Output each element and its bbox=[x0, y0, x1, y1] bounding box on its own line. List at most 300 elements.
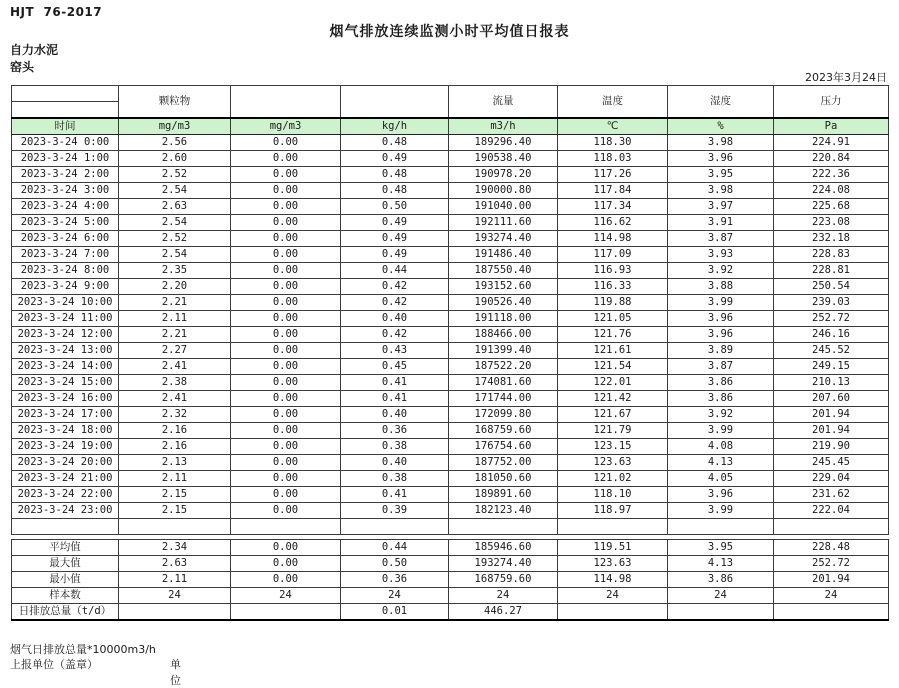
value-cell: 229.04 bbox=[774, 471, 889, 487]
value-cell: 0.45 bbox=[341, 359, 449, 375]
unit-label: 单位 bbox=[170, 658, 181, 687]
value-cell: 190538.40 bbox=[449, 151, 558, 167]
value-cell: 190526.40 bbox=[449, 295, 558, 311]
time-cell: 2023-3-24 8:00 bbox=[12, 263, 119, 279]
summary-value-cell: 446.27 bbox=[449, 604, 558, 621]
value-cell: 2.32 bbox=[119, 407, 231, 423]
table-row bbox=[12, 215, 889, 231]
group-header-flow: 流量 bbox=[449, 86, 558, 119]
value-cell: 0.00 bbox=[231, 263, 341, 279]
value-cell: 2.54 bbox=[119, 183, 231, 199]
unit-header-m3h: m3/h bbox=[449, 118, 558, 135]
summary-value-cell: 2.63 bbox=[119, 556, 231, 572]
hourly-table-header bbox=[12, 86, 889, 135]
value-cell: 0.44 bbox=[341, 263, 449, 279]
value-cell: 121.61 bbox=[558, 343, 668, 359]
value-cell: 246.16 bbox=[774, 327, 889, 343]
value-cell: 0.38 bbox=[341, 471, 449, 487]
value-cell: 182123.40 bbox=[449, 503, 558, 519]
value-cell: 3.92 bbox=[668, 407, 774, 423]
summary-value-cell: 24 bbox=[231, 588, 341, 604]
summary-row bbox=[12, 540, 889, 556]
value-cell: 174081.60 bbox=[449, 375, 558, 391]
time-cell: 2023-3-24 6:00 bbox=[12, 231, 119, 247]
time-cell: 2023-3-24 13:00 bbox=[12, 343, 119, 359]
value-cell: 0.00 bbox=[231, 231, 341, 247]
summary-label-cell: 最大值 bbox=[12, 556, 119, 572]
value-cell: 0.00 bbox=[231, 439, 341, 455]
table-row bbox=[12, 199, 889, 215]
value-cell: 224.08 bbox=[774, 183, 889, 199]
value-cell: 0.42 bbox=[341, 295, 449, 311]
value-cell: 0.00 bbox=[231, 247, 341, 263]
summary-value-cell: 24 bbox=[449, 588, 558, 604]
summary-value-cell: 0.00 bbox=[231, 572, 341, 588]
value-cell: 121.67 bbox=[558, 407, 668, 423]
value-cell: 192111.60 bbox=[449, 215, 558, 231]
value-cell: 222.04 bbox=[774, 503, 889, 519]
value-cell: 3.98 bbox=[668, 135, 774, 151]
value-cell: 0.00 bbox=[231, 391, 341, 407]
value-cell: 0.00 bbox=[231, 215, 341, 231]
value-cell: 4.05 bbox=[668, 471, 774, 487]
group-header-particulate: 颗粒物 bbox=[119, 86, 231, 119]
value-cell: 118.30 bbox=[558, 135, 668, 151]
table-row bbox=[12, 263, 889, 279]
value-cell: 0.00 bbox=[231, 359, 341, 375]
table-row bbox=[12, 279, 889, 295]
summary-row bbox=[12, 572, 889, 588]
footer-note: 烟气日排放总量*10000m3/h bbox=[10, 643, 156, 656]
value-cell: 123.63 bbox=[558, 455, 668, 471]
table-row bbox=[12, 487, 889, 503]
time-cell: 2023-3-24 2:00 bbox=[12, 167, 119, 183]
value-cell: 117.84 bbox=[558, 183, 668, 199]
value-cell: 121.42 bbox=[558, 391, 668, 407]
unit-header-pa: Pa bbox=[774, 118, 889, 135]
value-cell: 193152.60 bbox=[449, 279, 558, 295]
table-row bbox=[12, 439, 889, 455]
company-name: 自力水泥 bbox=[10, 43, 59, 57]
table-row bbox=[12, 343, 889, 359]
summary-value-cell: 0.50 bbox=[341, 556, 449, 572]
time-cell: 2023-3-24 15:00 bbox=[12, 375, 119, 391]
value-cell: 3.99 bbox=[668, 423, 774, 439]
value-cell: 0.42 bbox=[341, 279, 449, 295]
value-cell: 181050.60 bbox=[449, 471, 558, 487]
value-cell: 2.15 bbox=[119, 503, 231, 519]
value-cell: 0.36 bbox=[341, 423, 449, 439]
value-cell: 2.15 bbox=[119, 487, 231, 503]
value-cell: 3.99 bbox=[668, 503, 774, 519]
value-cell: 219.90 bbox=[774, 439, 889, 455]
value-cell: 0.50 bbox=[341, 199, 449, 215]
value-cell: 2.35 bbox=[119, 263, 231, 279]
value-cell: 2.11 bbox=[119, 311, 231, 327]
group-header-pressure: 压力 bbox=[774, 86, 889, 119]
group-header-humidity: 湿度 bbox=[668, 86, 774, 119]
value-cell: 3.99 bbox=[668, 295, 774, 311]
value-cell: 2.52 bbox=[119, 231, 231, 247]
empty-cell bbox=[668, 519, 774, 535]
value-cell: 189891.60 bbox=[449, 487, 558, 503]
value-cell: 3.86 bbox=[668, 375, 774, 391]
summary-value-cell: 3.95 bbox=[668, 540, 774, 556]
value-cell: 0.00 bbox=[231, 375, 341, 391]
value-cell: 191399.40 bbox=[449, 343, 558, 359]
summary-value-cell: 228.48 bbox=[774, 540, 889, 556]
summary-value-cell: 4.13 bbox=[668, 556, 774, 572]
summary-value-cell bbox=[668, 604, 774, 621]
value-cell: 0.41 bbox=[341, 391, 449, 407]
unit-header-time: 时间 bbox=[12, 118, 119, 135]
tables-container bbox=[11, 85, 889, 621]
summary-table bbox=[11, 539, 889, 621]
value-cell: 191486.40 bbox=[449, 247, 558, 263]
summary-value-cell bbox=[558, 604, 668, 621]
value-cell: 176754.60 bbox=[449, 439, 558, 455]
value-cell: 2.38 bbox=[119, 375, 231, 391]
value-cell: 2.54 bbox=[119, 247, 231, 263]
summary-value-cell: 185946.60 bbox=[449, 540, 558, 556]
value-cell: 0.49 bbox=[341, 231, 449, 247]
summary-value-cell: 2.11 bbox=[119, 572, 231, 588]
table-row bbox=[12, 183, 889, 199]
summary-value-cell: 24 bbox=[119, 588, 231, 604]
value-cell: 121.02 bbox=[558, 471, 668, 487]
summary-value-cell: 168759.60 bbox=[449, 572, 558, 588]
time-header-spacer-top bbox=[12, 86, 119, 102]
summary-value-cell: 0.44 bbox=[341, 540, 449, 556]
summary-row bbox=[12, 604, 889, 621]
value-cell: 190000.80 bbox=[449, 183, 558, 199]
group-header-row-top bbox=[12, 86, 889, 102]
hourly-table bbox=[11, 85, 889, 535]
value-cell: 122.01 bbox=[558, 375, 668, 391]
summary-label-cell: 日排放总量（t/d） bbox=[12, 604, 119, 621]
value-cell: 2.11 bbox=[119, 471, 231, 487]
empty-cell bbox=[119, 519, 231, 535]
empty-cell bbox=[341, 519, 449, 535]
units-row bbox=[12, 118, 889, 135]
value-cell: 0.00 bbox=[231, 423, 341, 439]
summary-value-cell bbox=[774, 604, 889, 621]
value-cell: 0.38 bbox=[341, 439, 449, 455]
value-cell: 2.21 bbox=[119, 327, 231, 343]
value-cell: 3.88 bbox=[668, 279, 774, 295]
value-cell: 172099.80 bbox=[449, 407, 558, 423]
value-cell: 2.13 bbox=[119, 455, 231, 471]
time-cell: 2023-3-24 19:00 bbox=[12, 439, 119, 455]
table-row bbox=[12, 407, 889, 423]
time-cell: 2023-3-24 20:00 bbox=[12, 455, 119, 471]
value-cell: 116.93 bbox=[558, 263, 668, 279]
value-cell: 0.40 bbox=[341, 455, 449, 471]
time-cell: 2023-3-24 5:00 bbox=[12, 215, 119, 231]
table-row bbox=[12, 359, 889, 375]
value-cell: 0.41 bbox=[341, 375, 449, 391]
value-cell: 0.00 bbox=[231, 455, 341, 471]
value-cell: 187752.00 bbox=[449, 455, 558, 471]
time-cell: 2023-3-24 10:00 bbox=[12, 295, 119, 311]
value-cell: 225.68 bbox=[774, 199, 889, 215]
value-cell: 121.05 bbox=[558, 311, 668, 327]
summary-label-cell: 样本数 bbox=[12, 588, 119, 604]
time-cell: 2023-3-24 22:00 bbox=[12, 487, 119, 503]
time-cell: 2023-3-24 14:00 bbox=[12, 359, 119, 375]
summary-value-cell: 0.01 bbox=[341, 604, 449, 621]
value-cell: 2.54 bbox=[119, 215, 231, 231]
monitor-point-name: 窑头 bbox=[10, 60, 35, 74]
value-cell: 0.00 bbox=[231, 503, 341, 519]
value-cell: 3.95 bbox=[668, 167, 774, 183]
time-cell: 2023-3-24 11:00 bbox=[12, 311, 119, 327]
value-cell: 0.49 bbox=[341, 247, 449, 263]
table-row bbox=[12, 151, 889, 167]
value-cell: 119.88 bbox=[558, 295, 668, 311]
value-cell: 3.92 bbox=[668, 263, 774, 279]
footer-sign-row bbox=[10, 656, 181, 687]
value-cell: 190978.20 bbox=[449, 167, 558, 183]
value-cell: 0.00 bbox=[231, 167, 341, 183]
value-cell: 3.87 bbox=[668, 359, 774, 375]
value-cell: 121.54 bbox=[558, 359, 668, 375]
value-cell: 210.13 bbox=[774, 375, 889, 391]
value-cell: 123.15 bbox=[558, 439, 668, 455]
summary-label-cell: 平均值 bbox=[12, 540, 119, 556]
table-row bbox=[12, 247, 889, 263]
value-cell: 3.96 bbox=[668, 487, 774, 503]
value-cell: 3.96 bbox=[668, 151, 774, 167]
value-cell: 252.72 bbox=[774, 311, 889, 327]
summary-row bbox=[12, 588, 889, 604]
value-cell: 0.00 bbox=[231, 135, 341, 151]
hourly-table-body bbox=[12, 135, 889, 535]
value-cell: 2.41 bbox=[119, 359, 231, 375]
value-cell: 2.63 bbox=[119, 199, 231, 215]
summary-value-cell: 2.34 bbox=[119, 540, 231, 556]
summary-value-cell: 119.51 bbox=[558, 540, 668, 556]
summary-value-cell: 24 bbox=[668, 588, 774, 604]
summary-value-cell bbox=[231, 604, 341, 621]
time-cell: 2023-3-24 18:00 bbox=[12, 423, 119, 439]
value-cell: 2.41 bbox=[119, 391, 231, 407]
time-cell: 2023-3-24 17:00 bbox=[12, 407, 119, 423]
empty-cell bbox=[231, 519, 341, 535]
value-cell: 224.91 bbox=[774, 135, 889, 151]
value-cell: 0.48 bbox=[341, 135, 449, 151]
table-row bbox=[12, 423, 889, 439]
value-cell: 231.62 bbox=[774, 487, 889, 503]
summary-label-cell: 最小值 bbox=[12, 572, 119, 588]
group-header-blank-2 bbox=[341, 86, 449, 119]
value-cell: 191118.00 bbox=[449, 311, 558, 327]
value-cell: 121.79 bbox=[558, 423, 668, 439]
table-row bbox=[12, 503, 889, 519]
empty-cell bbox=[449, 519, 558, 535]
value-cell: 193274.40 bbox=[449, 231, 558, 247]
value-cell: 239.03 bbox=[774, 295, 889, 311]
value-cell: 3.87 bbox=[668, 231, 774, 247]
empty-cell bbox=[12, 519, 119, 535]
value-cell: 0.00 bbox=[231, 199, 341, 215]
value-cell: 2.27 bbox=[119, 343, 231, 359]
empty-cell bbox=[558, 519, 668, 535]
value-cell: 223.08 bbox=[774, 215, 889, 231]
unit-header-percent: % bbox=[668, 118, 774, 135]
value-cell: 0.40 bbox=[341, 311, 449, 327]
time-cell: 2023-3-24 23:00 bbox=[12, 503, 119, 519]
value-cell: 3.96 bbox=[668, 327, 774, 343]
summary-value-cell: 193274.40 bbox=[449, 556, 558, 572]
value-cell: 0.00 bbox=[231, 487, 341, 503]
value-cell: 3.89 bbox=[668, 343, 774, 359]
unit-header-celsius: ℃ bbox=[558, 118, 668, 135]
summary-value-cell: 114.98 bbox=[558, 572, 668, 588]
value-cell: 121.76 bbox=[558, 327, 668, 343]
time-cell: 2023-3-24 0:00 bbox=[12, 135, 119, 151]
value-cell: 3.96 bbox=[668, 311, 774, 327]
standard-code: HJT 76-2017 bbox=[10, 5, 103, 19]
value-cell: 117.26 bbox=[558, 167, 668, 183]
value-cell: 245.52 bbox=[774, 343, 889, 359]
summary-table-body bbox=[12, 540, 889, 621]
time-cell: 2023-3-24 9:00 bbox=[12, 279, 119, 295]
value-cell: 0.00 bbox=[231, 311, 341, 327]
table-row bbox=[12, 167, 889, 183]
value-cell: 118.10 bbox=[558, 487, 668, 503]
value-cell: 2.56 bbox=[119, 135, 231, 151]
value-cell: 228.81 bbox=[774, 263, 889, 279]
value-cell: 0.48 bbox=[341, 183, 449, 199]
table-row bbox=[12, 311, 889, 327]
value-cell: 0.00 bbox=[231, 279, 341, 295]
value-cell: 0.00 bbox=[231, 295, 341, 311]
empty-cell bbox=[774, 519, 889, 535]
value-cell: 2.60 bbox=[119, 151, 231, 167]
table-row bbox=[12, 375, 889, 391]
value-cell: 171744.00 bbox=[449, 391, 558, 407]
table-row bbox=[12, 471, 889, 487]
value-cell: 2.16 bbox=[119, 439, 231, 455]
value-cell: 207.60 bbox=[774, 391, 889, 407]
summary-value-cell: 0.36 bbox=[341, 572, 449, 588]
time-cell: 2023-3-24 7:00 bbox=[12, 247, 119, 263]
value-cell: 0.48 bbox=[341, 167, 449, 183]
value-cell: 0.00 bbox=[231, 151, 341, 167]
value-cell: 0.40 bbox=[341, 407, 449, 423]
summary-value-cell: 252.72 bbox=[774, 556, 889, 572]
value-cell: 220.84 bbox=[774, 151, 889, 167]
value-cell: 0.41 bbox=[341, 487, 449, 503]
value-cell: 191040.00 bbox=[449, 199, 558, 215]
value-cell: 0.49 bbox=[341, 151, 449, 167]
value-cell: 3.98 bbox=[668, 183, 774, 199]
summary-value-cell: 201.94 bbox=[774, 572, 889, 588]
table-row bbox=[12, 391, 889, 407]
value-cell: 2.21 bbox=[119, 295, 231, 311]
value-cell: 0.42 bbox=[341, 327, 449, 343]
time-cell: 2023-3-24 1:00 bbox=[12, 151, 119, 167]
value-cell: 168759.60 bbox=[449, 423, 558, 439]
value-cell: 117.34 bbox=[558, 199, 668, 215]
value-cell: 3.93 bbox=[668, 247, 774, 263]
value-cell: 3.91 bbox=[668, 215, 774, 231]
table-row bbox=[12, 327, 889, 343]
report-title: 烟气排放连续监测小时平均值日报表 bbox=[329, 24, 570, 40]
unit-header-mgm3-2: mg/m3 bbox=[231, 118, 341, 135]
value-cell: 250.54 bbox=[774, 279, 889, 295]
unit-header-kgh: kg/h bbox=[341, 118, 449, 135]
group-header-temperature: 温度 bbox=[558, 86, 668, 119]
empty-row bbox=[12, 519, 889, 535]
value-cell: 4.08 bbox=[668, 439, 774, 455]
value-cell: 2.52 bbox=[119, 167, 231, 183]
summary-value-cell: 3.86 bbox=[668, 572, 774, 588]
value-cell: 188466.00 bbox=[449, 327, 558, 343]
value-cell: 232.18 bbox=[774, 231, 889, 247]
summary-value-cell: 123.63 bbox=[558, 556, 668, 572]
summary-value-cell: 0.00 bbox=[231, 540, 341, 556]
value-cell: 3.86 bbox=[668, 391, 774, 407]
time-cell: 2023-3-24 4:00 bbox=[12, 199, 119, 215]
value-cell: 3.97 bbox=[668, 199, 774, 215]
value-cell: 0.00 bbox=[231, 183, 341, 199]
value-cell: 245.45 bbox=[774, 455, 889, 471]
time-cell: 2023-3-24 12:00 bbox=[12, 327, 119, 343]
time-header-spacer-bottom bbox=[12, 102, 119, 119]
value-cell: 116.62 bbox=[558, 215, 668, 231]
value-cell: 118.97 bbox=[558, 503, 668, 519]
value-cell: 116.33 bbox=[558, 279, 668, 295]
value-cell: 249.15 bbox=[774, 359, 889, 375]
summary-value-cell: 0.00 bbox=[231, 556, 341, 572]
time-cell: 2023-3-24 21:00 bbox=[12, 471, 119, 487]
unit-header-mgm3-1: mg/m3 bbox=[119, 118, 231, 135]
summary-row bbox=[12, 556, 889, 572]
table-row bbox=[12, 135, 889, 151]
value-cell: 189296.40 bbox=[449, 135, 558, 151]
value-cell: 228.83 bbox=[774, 247, 889, 263]
value-cell: 201.94 bbox=[774, 407, 889, 423]
value-cell: 187550.40 bbox=[449, 263, 558, 279]
group-header-blank-1 bbox=[231, 86, 341, 119]
summary-value-cell: 24 bbox=[341, 588, 449, 604]
value-cell: 187522.20 bbox=[449, 359, 558, 375]
report-date: 2023年3月24日 bbox=[805, 71, 887, 84]
table-row bbox=[12, 455, 889, 471]
value-cell: 0.00 bbox=[231, 407, 341, 423]
value-cell: 2.16 bbox=[119, 423, 231, 439]
summary-value-cell: 24 bbox=[774, 588, 889, 604]
value-cell: 201.94 bbox=[774, 423, 889, 439]
value-cell: 0.43 bbox=[341, 343, 449, 359]
summary-value-cell bbox=[119, 604, 231, 621]
table-row bbox=[12, 231, 889, 247]
value-cell: 222.36 bbox=[774, 167, 889, 183]
value-cell: 0.00 bbox=[231, 327, 341, 343]
report-unit-label: 上报单位（盖章） bbox=[10, 658, 98, 671]
value-cell: 114.98 bbox=[558, 231, 668, 247]
value-cell: 117.09 bbox=[558, 247, 668, 263]
value-cell: 0.49 bbox=[341, 215, 449, 231]
value-cell: 0.00 bbox=[231, 343, 341, 359]
table-row bbox=[12, 295, 889, 311]
value-cell: 2.20 bbox=[119, 279, 231, 295]
time-cell: 2023-3-24 3:00 bbox=[12, 183, 119, 199]
value-cell: 118.03 bbox=[558, 151, 668, 167]
time-cell: 2023-3-24 16:00 bbox=[12, 391, 119, 407]
